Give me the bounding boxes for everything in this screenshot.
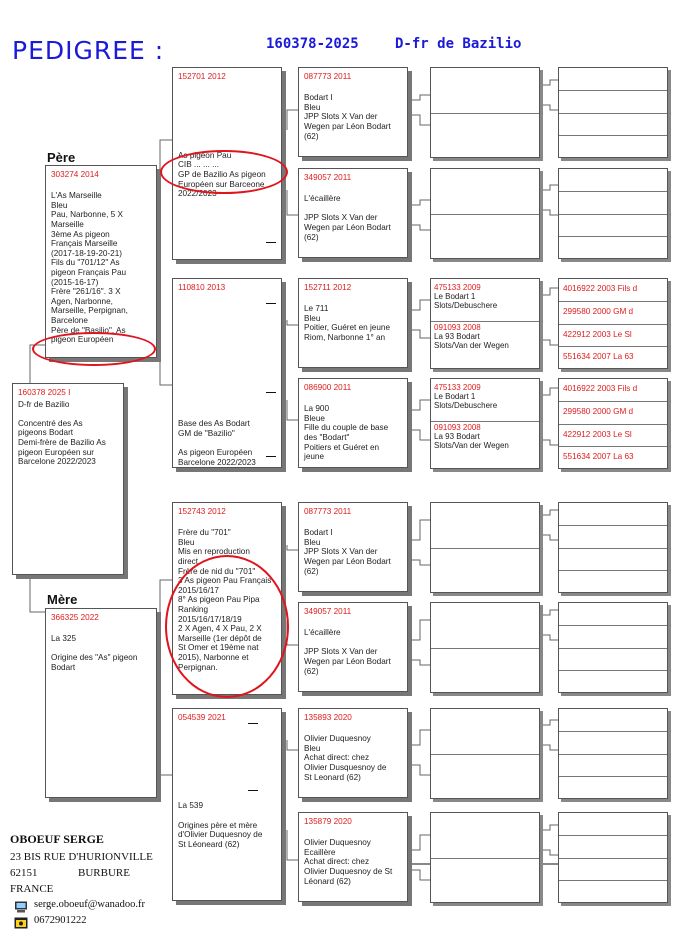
detail-line <box>178 93 277 103</box>
detail-line <box>304 84 403 94</box>
detail-line: Père de "Basilio". As <box>51 325 126 335</box>
detail-line: Olivier Dusquesnoy de <box>304 762 387 772</box>
detail-line <box>178 753 277 763</box>
dash-mark <box>266 456 276 457</box>
detail-line <box>178 323 277 333</box>
gen4-ring: 091093 2008 <box>434 423 481 432</box>
gen5-entry: 551634 2007 La 63 <box>563 452 634 461</box>
gen3-card-6 <box>298 602 408 692</box>
detail-line: Wegen par Léon Bodart <box>304 121 391 131</box>
dam-label: Mère <box>47 592 78 607</box>
detail-line: Origine des "As" pigeon <box>51 653 138 663</box>
detail-line: Fils du "701/12" As <box>51 258 120 268</box>
gen3-details-1 <box>304 84 403 142</box>
owner-email: serge.oboeuf@wanadoo.fr <box>34 899 145 910</box>
highlight-circle <box>165 555 289 698</box>
detail-line: (2015-16-17) <box>51 277 99 287</box>
gen3-card-4 <box>298 378 408 468</box>
detail-line <box>304 295 403 305</box>
owner-address: 23 BIS RUE D'HURIONVILLE <box>10 851 153 863</box>
detail-line: Le 711 <box>304 304 329 314</box>
detail-line: Frère de nid du "701" <box>178 566 256 576</box>
detail-line: direct <box>178 556 199 566</box>
owner-city: BURBURE <box>78 867 130 879</box>
detail-line: Ecaillère <box>304 847 336 857</box>
pedigree-ring-number: 160378-2025 <box>266 36 359 52</box>
detail-line: Bleu <box>51 200 68 210</box>
detail-line: JPP Slots X Van der <box>304 213 378 223</box>
detail-line <box>304 725 403 735</box>
detail-line: JPP Slots X Van der <box>304 647 378 657</box>
gen3-details-4 <box>304 395 403 462</box>
gen3-ring-7: 135893 2020 <box>304 713 352 722</box>
detail-line <box>304 619 403 629</box>
gen3-card-2 <box>298 168 408 258</box>
gen5-card-empty <box>558 67 668 158</box>
detail-line <box>178 362 277 372</box>
detail-line: Marseille <box>51 219 84 229</box>
detail-line <box>51 182 152 192</box>
detail-line: JPP Slots X Van der <box>304 547 378 557</box>
detail-line <box>178 122 277 132</box>
sire-ring: 303274 2014 <box>51 170 99 179</box>
detail-line: Bleu <box>178 537 195 547</box>
owner-postcode: 62151 <box>10 867 38 879</box>
gen3-details-6 <box>304 619 403 677</box>
detail-line: Poitiers et Guéret en <box>304 442 380 452</box>
detail-line <box>178 103 277 113</box>
gen5-card-filled-1 <box>558 278 668 369</box>
detail-line <box>178 782 277 792</box>
detail-line: Bodart I <box>304 93 333 103</box>
gen3-details-7 <box>304 725 403 783</box>
gen4-ring: 091093 2008 <box>434 323 481 332</box>
detail-line: pigeon Européen sur <box>18 447 95 457</box>
detail-line <box>304 519 403 529</box>
gen5-entry: 4016922 2003 Fils d <box>563 284 638 293</box>
detail-line: La 325 <box>51 634 77 644</box>
gen4-ring: 475133 2009 <box>434 383 481 392</box>
gen4-card-filled-1 <box>430 278 540 369</box>
gen3-card-8 <box>298 812 408 902</box>
gen3-card-3 <box>298 278 408 368</box>
detail-line: La 93 Bodart <box>434 332 480 341</box>
gen3-details-8 <box>304 829 403 887</box>
detail-line: JPP Slots X Van der <box>304 112 378 122</box>
granddam-maternal-card <box>172 708 282 901</box>
detail-line <box>178 410 277 420</box>
detail-line <box>178 381 277 391</box>
detail-line: Slots/Debuschere <box>434 401 498 410</box>
detail-line <box>178 792 277 802</box>
gen3-ring-4: 086900 2011 <box>304 383 352 392</box>
detail-line: Le Bodart 1 <box>434 392 476 401</box>
detail-line: Marseille, Perpignan, <box>51 306 128 316</box>
gen5-entry: 551634 2007 La 63 <box>563 352 634 361</box>
gen5-entry: 4016922 2003 Fils d <box>563 384 638 393</box>
owner-name: OBOEUF SERGE <box>10 832 104 846</box>
detail-line <box>178 295 277 305</box>
detail-line: Français Marseille <box>51 239 118 249</box>
detail-line: (62) <box>304 666 319 676</box>
detail-line: Slots/Van der Wegen <box>434 341 509 350</box>
detail-line: Bodart <box>51 662 76 672</box>
detail-line <box>178 314 277 324</box>
detail-line <box>18 409 119 419</box>
detail-line: Léonard (62) <box>304 876 351 886</box>
detail-line: 8° As pigeon Pau Pipa <box>178 595 260 605</box>
detail-line: (62) <box>304 131 319 141</box>
detail-line: Olivier Duquesnoy de St <box>304 866 393 876</box>
gen3-ring-2: 349057 2011 <box>304 173 352 182</box>
dash-mark <box>266 392 276 393</box>
detail-line: La 900 <box>304 404 330 414</box>
dam-details <box>51 625 152 673</box>
gen5-entry: 299580 2000 GM d <box>563 407 634 416</box>
detail-line: Barcelone 2022/2023 <box>18 457 96 467</box>
sire-label: Père <box>47 150 76 165</box>
gen3-card-5 <box>298 502 408 592</box>
detail-line <box>178 773 277 783</box>
detail-line: St Leonard (62) <box>304 772 361 782</box>
detail-line: St Omer et 19ème nat <box>178 643 259 653</box>
detail-line: 2015/16/17/18/19 <box>178 614 242 624</box>
subject-details <box>18 400 119 467</box>
detail-line: L'écaillère <box>304 194 341 204</box>
gen4-card-filled-2 <box>430 378 540 469</box>
gen5-card-empty <box>558 812 668 903</box>
detail-line: Poitier, Guéret en jeune <box>304 323 391 333</box>
detail-line: La 539 <box>178 801 204 811</box>
gen3-card-7 <box>298 708 408 798</box>
detail-line <box>178 333 277 343</box>
detail-line: Achat direct: chez <box>304 753 370 763</box>
detail-line: Frère "261/16". 3 X <box>51 287 121 297</box>
detail-line: (62) <box>304 232 319 242</box>
detail-line <box>304 185 403 195</box>
granddam-paternal-ring: 110810 2013 <box>178 283 226 292</box>
dash-mark <box>248 790 258 791</box>
owner-country: FRANCE <box>10 883 54 895</box>
gen3-details-2 <box>304 185 403 243</box>
detail-line <box>304 638 403 648</box>
dam-ring: 366325 2022 <box>51 613 99 622</box>
gen3-ring-6: 349057 2011 <box>304 607 352 616</box>
highlight-circle <box>32 332 156 366</box>
gen5-entry: 299580 2000 GM d <box>563 307 634 316</box>
detail-line: Pau, Narbonne, 5 X <box>51 210 123 220</box>
detail-line: Base des As Bodart <box>178 419 250 429</box>
gen5-card-empty <box>558 602 668 693</box>
detail-line: L'As Marseille <box>51 191 102 201</box>
detail-line <box>178 343 277 353</box>
detail-line: GP de Bazilio As pigeon <box>178 169 266 179</box>
detail-line <box>178 304 277 314</box>
detail-line <box>51 644 152 654</box>
detail-line: Slots/Debuschere <box>434 301 498 310</box>
detail-line: Bleu <box>304 743 321 753</box>
gen3-details-3 <box>304 295 403 343</box>
gen4-card-empty <box>430 502 540 593</box>
owner-phone: 0672901222 <box>34 915 87 926</box>
detail-line <box>178 400 277 410</box>
dash-mark <box>248 723 258 724</box>
detail-line: St Léoneard (62) <box>178 839 240 849</box>
detail-line: pigeon Européen <box>51 335 114 345</box>
gen4-details <box>434 292 537 310</box>
detail-line: Concentré des As <box>18 418 83 428</box>
gen4-card-empty <box>430 67 540 158</box>
subject-card <box>12 383 124 575</box>
detail-line <box>178 734 277 744</box>
detail-line: As pigeon Européen <box>178 448 253 458</box>
dam-card <box>45 608 157 798</box>
detail-line: Perpignan. <box>178 662 218 672</box>
highlight-circle <box>160 150 288 194</box>
detail-line: Demi-frère de Bazilio As <box>18 437 106 447</box>
detail-line: Olivier Duquesnoy <box>304 734 371 744</box>
gen4-details <box>434 432 537 450</box>
detail-line: Wegen par Léon Bodart <box>304 222 391 232</box>
gen4-card-empty <box>430 708 540 799</box>
detail-line <box>178 744 277 754</box>
gen5-card-filled-2 <box>558 378 668 469</box>
detail-line <box>178 391 277 401</box>
gen5-card-empty <box>558 708 668 799</box>
detail-line: Bleu <box>304 102 321 112</box>
detail-line: Barcelone 2022/2023 <box>178 457 256 467</box>
computer-icon <box>14 901 28 913</box>
detail-line: Le Bodart 1 <box>434 292 476 301</box>
detail-line: 2015/16/17 <box>178 585 219 595</box>
granddam-maternal-details <box>178 725 277 850</box>
detail-line <box>178 371 277 381</box>
detail-line <box>178 84 277 94</box>
detail-line <box>304 204 403 214</box>
gen4-card-empty <box>430 168 540 259</box>
detail-line: Européen sur Barceone <box>178 179 265 189</box>
detail-line <box>51 625 152 635</box>
detail-line: Achat direct: chez <box>304 857 370 867</box>
detail-line: jeune <box>304 452 325 462</box>
detail-line: (2017-18-19-20-21) <box>51 248 123 258</box>
detail-line: Barcelone <box>51 315 88 325</box>
grandsire-maternal-ring: 152743 2012 <box>178 507 226 516</box>
detail-line: des "Bodart" <box>304 432 350 442</box>
detail-line: Olivier Duquesnoy <box>304 838 371 848</box>
detail-line <box>304 395 403 405</box>
detail-line: d'Olivier Duquesnoy de <box>178 830 263 840</box>
granddam-paternal-details <box>178 295 277 468</box>
gen5-entry: 422912 2003 Le Sl <box>563 330 632 339</box>
detail-line: 2015), Narbonne et <box>178 652 249 662</box>
detail-line: Bleu <box>304 537 321 547</box>
detail-line: 3 As pigeon Pau Français <box>178 576 272 586</box>
detail-line <box>178 519 277 529</box>
detail-line: Bleu <box>304 313 321 323</box>
detail-line: 2 X Agen, 4 X Pau, 2 X <box>178 624 262 634</box>
detail-line: Frère du "701" <box>178 528 231 538</box>
detail-line <box>178 763 277 773</box>
gen5-card-empty <box>558 502 668 593</box>
gen3-details-5 <box>304 519 403 577</box>
telephone-icon <box>14 917 28 929</box>
gen3-ring-8: 135879 2020 <box>304 817 352 826</box>
gen3-ring-1: 087773 2011 <box>304 72 352 81</box>
gen3-ring-3: 152711 2012 <box>304 283 352 292</box>
detail-line <box>178 112 277 122</box>
detail-line: pigeons Bodart <box>18 428 74 438</box>
detail-line: Wegen par Léon Bodart <box>304 656 391 666</box>
pedigree-pigeon-name: D-fr de Bazilio <box>395 36 522 52</box>
gen4-ring: 475133 2009 <box>434 283 481 292</box>
detail-line: La 93 Bodart <box>434 432 480 441</box>
gen4-details <box>434 392 537 410</box>
gen4-card-empty <box>430 602 540 693</box>
detail-line: Bleue <box>304 413 325 423</box>
gen3-ring-5: 087773 2011 <box>304 507 352 516</box>
sire-details <box>51 182 152 345</box>
detail-line: Bodart I <box>304 528 333 538</box>
detail-line: Agen, Narbonne, <box>51 296 113 306</box>
detail-line: As pigeon Pau <box>178 150 232 160</box>
detail-line: L'écaillère <box>304 628 341 638</box>
detail-line <box>178 811 277 821</box>
gen5-entry: 422912 2003 Le Sl <box>563 430 632 439</box>
detail-line: CIB ... ... ... <box>178 160 219 170</box>
dash-mark <box>266 242 276 243</box>
detail-line: (62) <box>304 566 319 576</box>
detail-line <box>178 439 277 449</box>
detail-line: Mis en reproduction <box>178 547 250 557</box>
grandsire-paternal-ring: 152701 2012 <box>178 72 226 81</box>
gen4-card-empty <box>430 812 540 903</box>
granddam-paternal-card <box>172 278 282 468</box>
gen5-card-empty <box>558 168 668 259</box>
detail-line: Marseille (1er dépôt de <box>178 633 262 643</box>
detail-line: Wegen par Léon Bodart <box>304 556 391 566</box>
detail-line: D-fr de Bazilio <box>18 399 70 409</box>
detail-line: 2022/2023 <box>178 189 217 199</box>
gen4-details <box>434 332 537 350</box>
detail-line: Fille du couple de base <box>304 423 389 433</box>
detail-line <box>178 352 277 362</box>
detail-line: GM de "Bazilio" <box>178 428 235 438</box>
detail-line <box>178 132 277 142</box>
detail-line: Origines père et mère <box>178 820 258 830</box>
detail-line: Slots/Van der Wegen <box>434 441 509 450</box>
gen3-card-1 <box>298 67 408 157</box>
subject-ring: 160378 2025 I <box>18 388 71 397</box>
detail-line: pigeon Français Pau <box>51 267 127 277</box>
detail-line: 3ème As pigeon <box>51 229 110 239</box>
sire-card <box>45 165 157 358</box>
detail-line <box>178 725 277 735</box>
detail-line <box>304 829 403 839</box>
detail-line: Riom, Narbonne 1° an <box>304 332 386 342</box>
pedigree-title: PEDIGREE : <box>12 36 165 65</box>
dash-mark <box>266 303 276 304</box>
granddam-maternal-ring: 054539 2021 <box>178 713 226 722</box>
detail-line: Ranking <box>178 604 209 614</box>
